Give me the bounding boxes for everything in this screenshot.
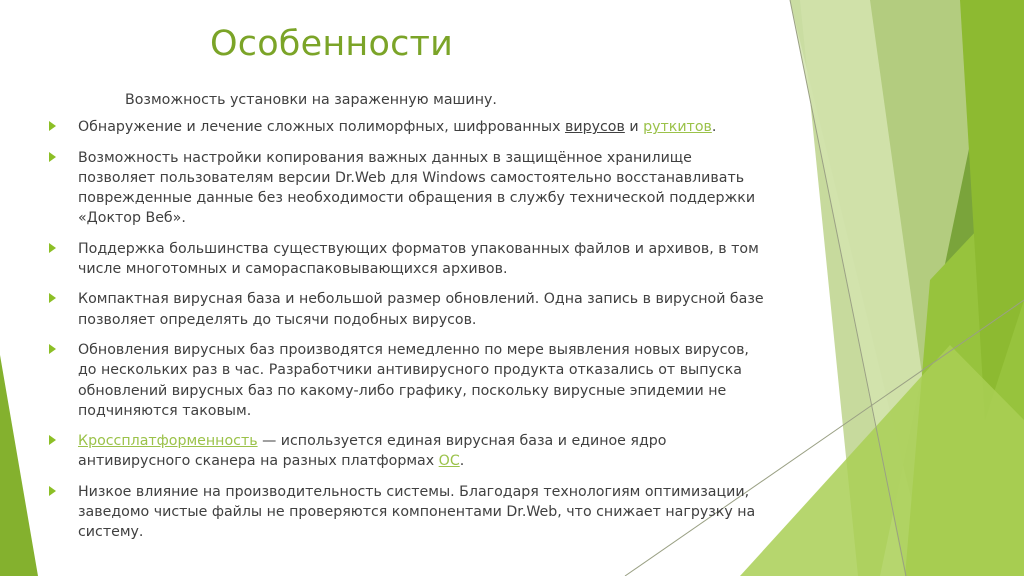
list-item — [48, 117, 768, 137]
link-viruses[interactable]: вирусов — [565, 119, 625, 136]
item-text: — используется единая вирусная база и единое ядро антивирусного сканера на разных платформах — [78, 433, 667, 470]
bullet-arrow-icon — [49, 121, 56, 131]
list-item — [48, 148, 768, 229]
item-text: Обновления вирусных баз производятся немедленно по мере выявления новых вирусов, до нескольких раз в час. Разработчики антивирусного продукта отказались от выпуска обновлений вирусных баз по какому-либо графику, поскольку вирусные эпидемии не подчиняются таковым. — [78, 341, 749, 419]
bullet-arrow-icon — [49, 243, 56, 253]
bullet-arrow-icon — [49, 344, 56, 354]
item-text: Поддержка большинства существующих форматов упакованных файлов и архивов, в том числе многотомных и самораспаковывающихся архивов. — [78, 240, 759, 278]
bullet-arrow-icon — [49, 293, 56, 303]
link-crossplatform[interactable]: Кроссплатформенность — [78, 433, 258, 450]
item-text: Обнаружение и лечение сложных полиморфных, шифрованных — [78, 119, 566, 136]
bullet-arrow-icon — [49, 486, 56, 496]
bullet-arrow-icon — [49, 152, 56, 162]
list-item — [48, 431, 768, 472]
list-item — [48, 482, 768, 543]
item-text: . — [711, 119, 717, 136]
item-text: и — [624, 119, 644, 136]
item-text: Компактная вирусная база и небольшой размер обновлений. Одна запись в вирусной базе позволяет определять до тысячи подобных вирусов. — [78, 291, 764, 328]
list-item — [48, 340, 768, 421]
left-green-shard — [0, 355, 38, 576]
slide-content — [48, 90, 768, 553]
item-text: . — [459, 453, 465, 470]
slide-title: Особенности — [210, 24, 454, 64]
list-item — [48, 239, 768, 280]
intro-line: Возможность установки на зараженную машину. — [125, 92, 497, 108]
link-rootkits[interactable]: руткитов — [643, 119, 712, 136]
item-text: Низкое влияние на производительность системы. Благодаря технологиям оптимизации, заведомо чистые файлы не проверяются компонентами Dr.Web, что снижает нагрузку на систему. — [78, 483, 756, 541]
item-text: Возможность настройки копирования важных данных в защищённое хранилище позволяет пользователям версии Dr.Web для Windows самостоятельно восстанавливать поврежденные данные без необходимости обращения в службу технической поддержки «Доктор Веб». — [78, 149, 756, 227]
list-item — [48, 289, 768, 330]
link-os[interactable]: ОС — [438, 453, 460, 470]
bullet-arrow-icon — [49, 435, 56, 445]
